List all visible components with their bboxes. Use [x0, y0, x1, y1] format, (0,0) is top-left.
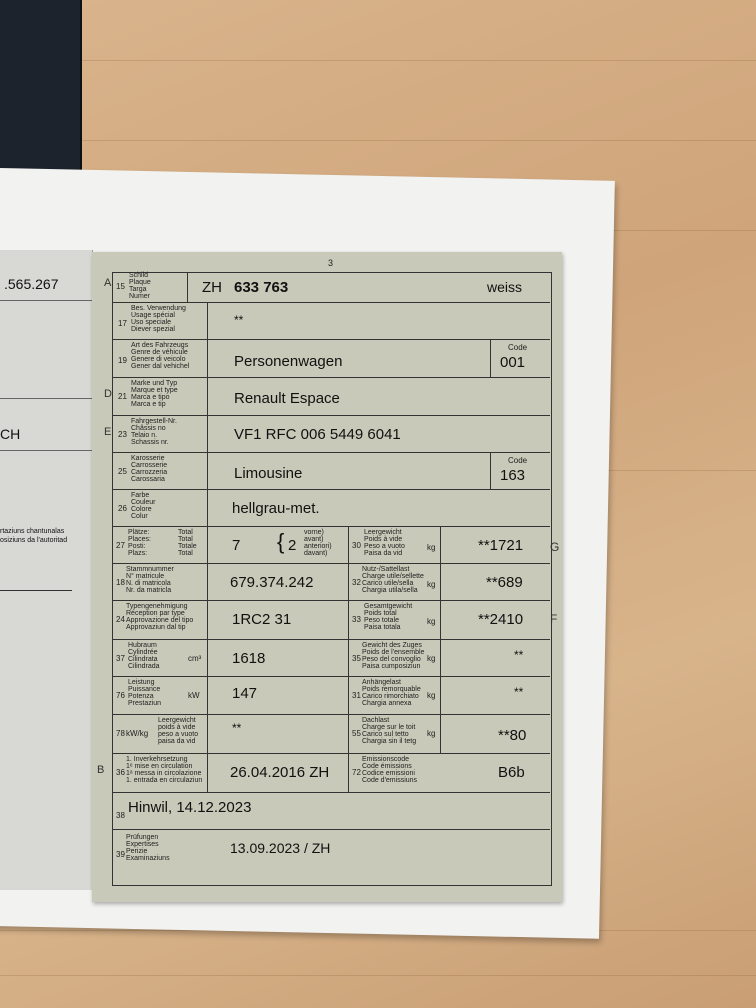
plate-color: weiss [487, 279, 523, 295]
left-page [0, 250, 93, 890]
field-label: Leergewicht Poids à vide Peso a vuoto Paisa da vid [364, 529, 405, 557]
seats-front: 2 [288, 537, 297, 554]
registration-card [92, 252, 562, 902]
field-label: Dachlast Charge sur le toit Carico sul tetto Chargia sin il tetg [362, 717, 417, 745]
row-seats-weight: 27 Plätze: Places: Posti: Plazs: Total Total Totale Total 7 { 2 vorne) avant) anteriori) davant) 30 Leergewicht Poids à vide Peso a vuoto Paisa da vid kg **1721 [112, 527, 550, 564]
inspection-value: 13.09.2023 / ZH [230, 840, 331, 856]
field-number: 39 [116, 850, 125, 859]
field-label: Art des Fahrzeugs Genre de véhicule Genere di veicolo Gener dal vehichel [131, 342, 190, 370]
approval-value: 1RC2 31 [232, 611, 292, 628]
field-number: 30 [352, 541, 361, 550]
field-label: Nutz-/Sattellast Charge utile/sellette Carico utile/sella Chargia utila/sella [362, 566, 424, 594]
field-number: 36 [116, 768, 125, 777]
field-number: 55 [352, 729, 361, 738]
matricule-value: 679.374.242 [230, 574, 314, 591]
side-letter-g: G [550, 540, 560, 554]
left-page-number: .565.267 [4, 276, 59, 292]
make-value: Renault Espace [234, 390, 340, 407]
side-letter-d: D [104, 388, 112, 400]
field-number: 19 [118, 356, 127, 365]
ratio-value: ** [232, 721, 242, 735]
field-number: 37 [116, 654, 125, 663]
row-first-reg-emission [112, 754, 550, 793]
field-label: Gesamtgewicht Poids total Peso totale Paisa totala [364, 603, 413, 631]
field-label: Gewicht des Zuges Poids de l'ensemble Peso del convoglio Paisa cumposiziun [362, 642, 425, 670]
trailer-load-value: ** [514, 685, 524, 699]
empty-weight-value: **1721 [478, 537, 524, 554]
field-label: Prüfungen Expertises Perizie Examinaziuns [126, 834, 170, 862]
page-number: 3 [328, 258, 334, 268]
unit-label: kg [427, 543, 436, 552]
unit-label: kg [427, 580, 436, 589]
field-label: Karosserie Carrosserie Carrozzeria Carossaria [131, 455, 168, 483]
chassis-value: VF1 RFC 006 5449 6041 [234, 426, 401, 443]
side-letter-e: E [104, 426, 112, 438]
train-weight-value: ** [514, 648, 524, 662]
power-value: 147 [232, 685, 258, 702]
code-label: Code [508, 343, 528, 352]
row-make [112, 378, 550, 416]
field-number: 31 [352, 691, 361, 700]
total-weight-value: **2410 [478, 611, 524, 628]
field-number: 27 [116, 541, 125, 550]
row-displacement-train [112, 640, 550, 677]
left-page-note-1: rtaziuns chantunalas [0, 528, 65, 535]
row-power-trailer [112, 677, 550, 715]
field-number: 32 [352, 578, 361, 587]
row-color [112, 490, 550, 527]
field-label: Fahrgestell-Nr. Châssis no Telaio n. Schassis nr. [131, 418, 177, 446]
unit-label: kW [188, 691, 200, 700]
body-code: 163 [500, 467, 526, 484]
field-label: 1. Inverkehrsetzung 1ᵉ mise en circulation 1ᵃ messa in circolazione 1. entrada en circulaziun [126, 756, 203, 784]
row-plate [112, 272, 550, 303]
place-date-value: Hinwil, 14.12.2023 [128, 799, 252, 816]
row-place-date [112, 793, 550, 830]
row-matricule-payload [112, 564, 550, 601]
left-page-country: CH [0, 426, 21, 442]
plate-canton: ZH [202, 279, 222, 296]
field-number: 24 [116, 615, 125, 624]
displacement-value: 1618 [232, 650, 266, 667]
row-body [112, 453, 550, 490]
field-label: Emissionscode Code émissions Codice emissioni Code d'emissiuns [362, 756, 418, 784]
field-number: 15 [116, 282, 125, 291]
field-label: Plätze: Places: Posti: Plazs: [128, 529, 151, 557]
field-label: Farbe Couleur Colore Colur [131, 492, 156, 520]
field-label: vorne) avant) anteriori) davant) [304, 529, 332, 557]
row-chassis [112, 416, 550, 453]
unit-label: kW/kg [126, 729, 149, 738]
field-label: Bes. Verwendung Usage spécial Uso speciale Diever spezial [131, 305, 186, 333]
field-label: Hubraum Cylindrée Cilindrata Cilindrada [128, 642, 160, 670]
field-label: Stammnummer N° matricule N. di matricola Nr. da matricla [126, 566, 174, 594]
field-number: 38 [116, 811, 125, 820]
payload-value: **689 [486, 574, 523, 591]
field-label: Leergewicht poids à vide peso a vuoto paisa da vid [158, 717, 199, 745]
dark-binder [0, 0, 82, 170]
row-approval-total-weight [112, 601, 550, 640]
field-label: Anhängelast Poids remorquable Carico rimorchiato Chargia annexa [362, 679, 421, 707]
field-number: 33 [352, 615, 361, 624]
left-page-note-2: osiziuns da l'autoritad [0, 537, 68, 544]
field-label: Typengenehmigung Réception par type Approvazione del tipo Approvaziun dal tip [126, 603, 194, 631]
row-inspections [112, 830, 550, 884]
field-number: 21 [118, 392, 127, 401]
first-registration-value: 26.04.2016 ZH [230, 764, 330, 781]
field-number: 35 [352, 654, 361, 663]
vehicle-type-value: Personenwagen [234, 353, 343, 370]
row-ratio-roofload [112, 715, 550, 754]
body-value: Limousine [234, 465, 303, 482]
field-number: 26 [118, 504, 127, 513]
field-number: 78 [116, 729, 125, 738]
field-label: Total Total Totale Total [178, 529, 197, 557]
row-vehicle-type [112, 340, 550, 378]
unit-label: kg [427, 617, 436, 626]
field-number: 18 [116, 578, 125, 587]
field-number: 17 [118, 319, 127, 328]
field-number: 72 [352, 768, 361, 777]
unit-label: kg [427, 654, 436, 663]
side-letter-f: F [550, 612, 558, 626]
roof-load-value: **80 [498, 727, 527, 744]
field-number: 23 [118, 430, 127, 439]
side-letter-b: B [97, 764, 105, 776]
field-label: Leistung Puissance Potenza Prestaziun [128, 679, 162, 707]
color-value: hellgrau-met. [232, 500, 320, 517]
emission-code-value: B6b [498, 764, 525, 781]
field-number: 25 [118, 467, 127, 476]
vehicle-type-code: 001 [500, 354, 526, 371]
field-label: Schild Plaque Targa Numer [129, 272, 151, 300]
side-letter-a: A [104, 277, 112, 289]
field-number: 76 [116, 691, 125, 700]
row-usage [112, 303, 550, 340]
plate-number: 633 763 [234, 279, 289, 296]
field-label: Marke und Typ Marque et type Marca e tipo Marca e tip [131, 380, 178, 408]
usage-value: ** [234, 313, 244, 327]
unit-label: kg [427, 691, 436, 700]
unit-label: cm³ [188, 654, 202, 663]
unit-label: kg [427, 729, 436, 738]
code-label: Code [508, 456, 528, 465]
seats-total: 7 [232, 537, 241, 554]
